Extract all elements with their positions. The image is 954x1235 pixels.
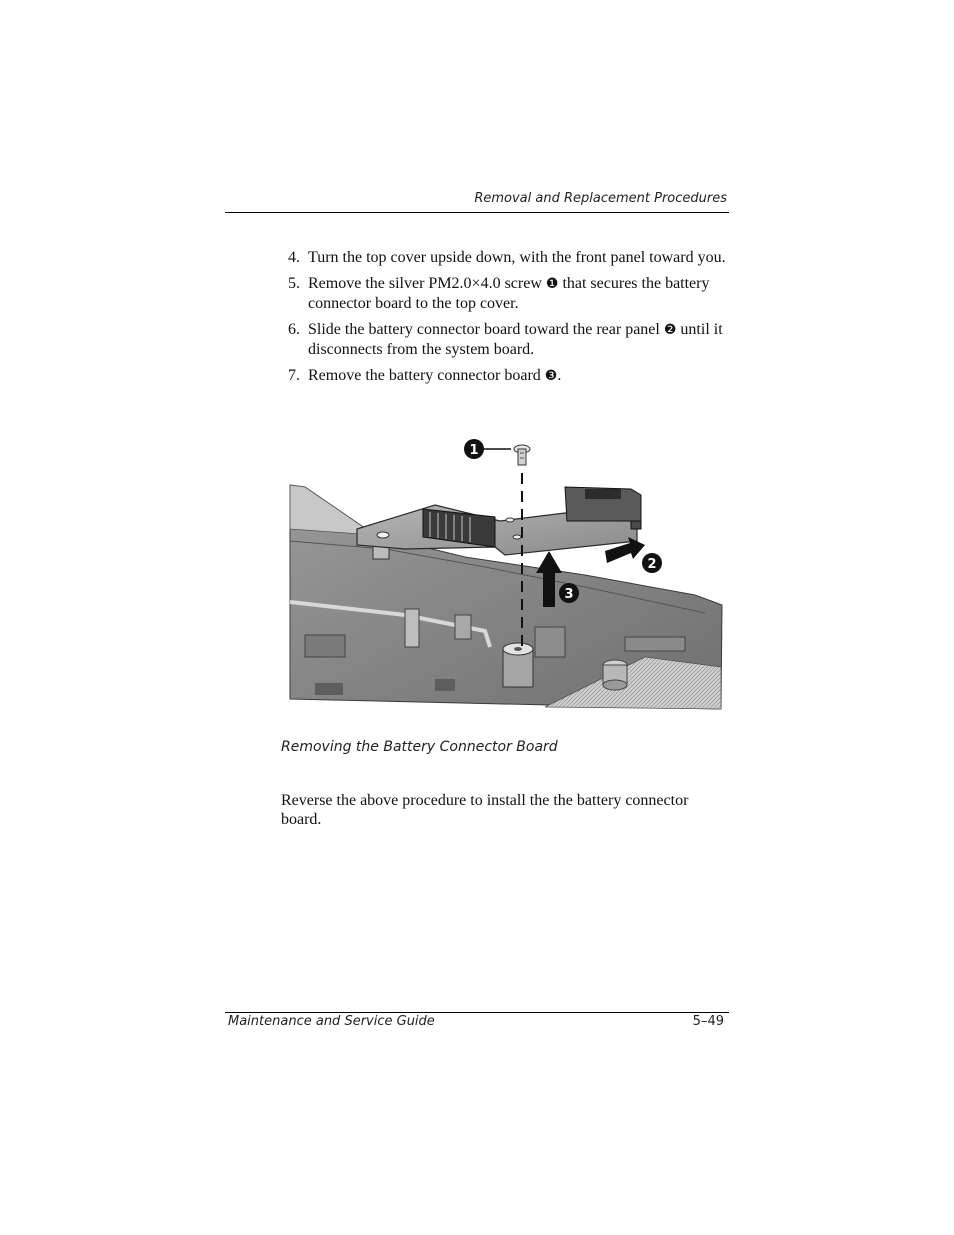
running-header: Removal and Replacement Procedures (474, 191, 727, 206)
step-text-part: Slide the battery connector board toward the rear panel (308, 321, 664, 338)
procedure-steps (288, 248, 728, 393)
callout-3-label: 3 (564, 587, 574, 602)
step-item (288, 366, 728, 386)
step-text-part: Remove the battery connector board (308, 367, 545, 384)
step-number: 4. (288, 249, 300, 266)
callout-3-marker (559, 583, 579, 603)
figure-caption: Removing the Battery Connector Board (281, 739, 558, 755)
step-item (288, 274, 728, 313)
step-number: 6. (288, 321, 300, 338)
step-text-part: that secures the battery connector board to the top cover. (308, 275, 710, 312)
step-text: Turn the top cover upside down, with the front panel toward you. (308, 249, 726, 266)
callout-1-label: 1 (469, 443, 479, 458)
callout-2-marker (642, 553, 662, 573)
screw (514, 445, 530, 465)
callout-1-marker (464, 439, 484, 459)
callout-1-glyph: ❶ (545, 276, 559, 292)
header-rule (225, 212, 729, 213)
footer-guide-title: Maintenance and Service Guide (228, 1014, 435, 1029)
step-text (308, 274, 728, 313)
reinstall-note: Reverse the above procedure to install the the battery connector board. (281, 792, 689, 828)
step-text-part: . (557, 367, 562, 384)
callout-2-glyph: ❷ (663, 322, 677, 338)
step-item (288, 248, 728, 267)
step-text (308, 320, 728, 359)
step-text-part: Remove the silver PM2.0×4.0 screw (308, 275, 546, 292)
step-text (308, 366, 728, 386)
step-text-part: until it disconnects from the system board. (308, 321, 723, 358)
step-item (288, 320, 728, 359)
step-number: 7. (288, 367, 300, 384)
footer-rule (225, 1012, 729, 1013)
callout-2-label: 2 (647, 557, 657, 572)
battery-connector-board-illustration (285, 437, 725, 713)
page-number: 5–49 (692, 1014, 724, 1029)
callout-3-glyph: ❸ (544, 368, 558, 384)
step-number: 5. (288, 275, 300, 292)
